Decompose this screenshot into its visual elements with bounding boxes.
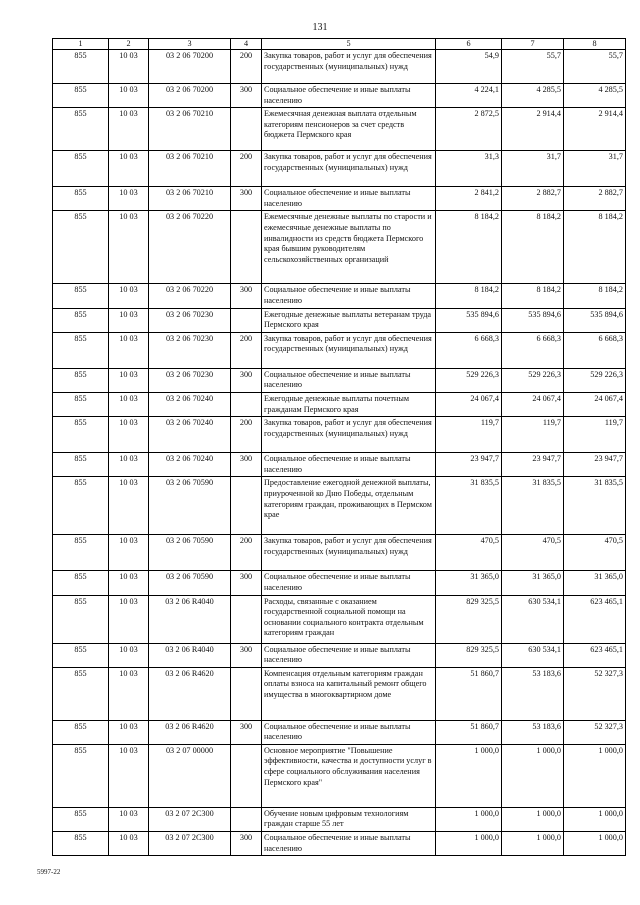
amount-year3-cell: 31 835,5: [564, 477, 626, 535]
expense-type-cell: 200: [231, 50, 262, 84]
amount-year3-cell: 6 668,3: [564, 332, 626, 368]
admin-code-cell: 855: [53, 643, 109, 667]
description-cell: Предоставление ежегодной денежной выплаты, приуроченной ко Дню Победы, отдельным категориям граждан, проживающих в Пермском крае: [262, 477, 436, 535]
admin-code-cell: 855: [53, 477, 109, 535]
table-row: [53, 744, 626, 807]
amount-year1-cell: 51 860,7: [436, 720, 502, 744]
admin-code-cell: 855: [53, 571, 109, 595]
amount-year2-cell: 8 184,2: [502, 211, 564, 284]
amount-year3-cell: 2 882,7: [564, 187, 626, 211]
description-cell: Компенсация отдельным категориям граждан оплаты взноса на капитальный ремонт общего имущества в многоквартирном доме: [262, 667, 436, 720]
section-code-cell: 10 03: [109, 535, 149, 571]
expense-type-cell: 300: [231, 187, 262, 211]
expense-type-cell: [231, 744, 262, 807]
amount-year2-cell: 24 067,4: [502, 392, 564, 416]
amount-year3-cell: 8 184,2: [564, 211, 626, 284]
amount-year1-cell: 8 184,2: [436, 284, 502, 308]
table-row: [53, 667, 626, 720]
amount-year3-cell: 1 000,0: [564, 832, 626, 856]
amount-year3-cell: 1 000,0: [564, 744, 626, 807]
target-article-cell: 03 2 06 70220: [149, 211, 231, 284]
amount-year3-cell: 470,5: [564, 535, 626, 571]
expense-type-cell: [231, 807, 262, 831]
column-header: 2: [109, 39, 149, 50]
description-cell: Закупка товаров, работ и услуг для обеспечения государственных (муниципальных) нужд: [262, 332, 436, 368]
section-code-cell: 10 03: [109, 308, 149, 332]
amount-year1-cell: 31,3: [436, 151, 502, 187]
amount-year1-cell: 1 000,0: [436, 744, 502, 807]
admin-code-cell: 855: [53, 392, 109, 416]
admin-code-cell: 855: [53, 84, 109, 108]
amount-year2-cell: 1 000,0: [502, 744, 564, 807]
section-code-cell: 10 03: [109, 392, 149, 416]
expense-type-cell: 200: [231, 417, 262, 453]
target-article-cell: 03 2 06 R4620: [149, 667, 231, 720]
table-row: [53, 368, 626, 392]
section-code-cell: 10 03: [109, 108, 149, 151]
amount-year2-cell: 23 947,7: [502, 453, 564, 477]
description-cell: Ежегодные денежные выплаты ветеранам труда Пермского края: [262, 308, 436, 332]
target-article-cell: 03 2 06 R4620: [149, 720, 231, 744]
amount-year1-cell: 1 000,0: [436, 807, 502, 831]
expense-type-cell: [231, 308, 262, 332]
admin-code-cell: 855: [53, 744, 109, 807]
table-row: [53, 211, 626, 284]
column-header: 8: [564, 39, 626, 50]
expense-type-cell: 300: [231, 720, 262, 744]
table-row: [53, 417, 626, 453]
section-code-cell: 10 03: [109, 453, 149, 477]
expense-type-cell: [231, 211, 262, 284]
target-article-cell: 03 2 07 2С300: [149, 807, 231, 831]
table-row: [53, 720, 626, 744]
amount-year3-cell: 8 184,2: [564, 284, 626, 308]
description-cell: Социальное обеспечение и иные выплаты населению: [262, 453, 436, 477]
target-article-cell: 03 2 06 70230: [149, 332, 231, 368]
target-article-cell: 03 2 06 70210: [149, 108, 231, 151]
description-cell: Социальное обеспечение и иные выплаты населению: [262, 643, 436, 667]
amount-year3-cell: 31,7: [564, 151, 626, 187]
expense-type-cell: [231, 477, 262, 535]
admin-code-cell: 855: [53, 832, 109, 856]
admin-code-cell: 855: [53, 151, 109, 187]
amount-year2-cell: 6 668,3: [502, 332, 564, 368]
amount-year1-cell: 2 841,2: [436, 187, 502, 211]
amount-year2-cell: 4 285,5: [502, 84, 564, 108]
amount-year1-cell: 31 835,5: [436, 477, 502, 535]
table-row: [53, 535, 626, 571]
description-cell: Ежегодные денежные выплаты почетным гражданам Пермского края: [262, 392, 436, 416]
description-cell: Ежемесячные денежные выплаты по старости и ежемесячные денежные выплаты по инвалидности из средств бюджета Пермского края бывшим руководителям сельскохозяйственных организаций: [262, 211, 436, 284]
admin-code-cell: 855: [53, 284, 109, 308]
section-code-cell: 10 03: [109, 720, 149, 744]
column-header: 1: [53, 39, 109, 50]
table-row: [53, 832, 626, 856]
column-header: 5: [262, 39, 436, 50]
section-code-cell: 10 03: [109, 643, 149, 667]
amount-year1-cell: 24 067,4: [436, 392, 502, 416]
admin-code-cell: 855: [53, 667, 109, 720]
description-cell: Закупка товаров, работ и услуг для обеспечения государственных (муниципальных) нужд: [262, 417, 436, 453]
amount-year2-cell: 1 000,0: [502, 832, 564, 856]
description-cell: Закупка товаров, работ и услуг для обеспечения государственных (муниципальных) нужд: [262, 535, 436, 571]
expense-type-cell: 300: [231, 643, 262, 667]
amount-year3-cell: 535 894,6: [564, 308, 626, 332]
amount-year1-cell: 4 224,1: [436, 84, 502, 108]
description-cell: Социальное обеспечение и иные выплаты населению: [262, 832, 436, 856]
amount-year3-cell: 4 285,5: [564, 84, 626, 108]
table-row: [53, 108, 626, 151]
amount-year2-cell: 53 183,6: [502, 720, 564, 744]
target-article-cell: 03 2 06 R4040: [149, 643, 231, 667]
section-code-cell: 10 03: [109, 187, 149, 211]
target-article-cell: 03 2 06 70210: [149, 187, 231, 211]
amount-year2-cell: 8 184,2: [502, 284, 564, 308]
footer-code: 5997-22: [37, 868, 61, 876]
amount-year1-cell: 54,9: [436, 50, 502, 84]
amount-year3-cell: 2 914,4: [564, 108, 626, 151]
table-row: [53, 571, 626, 595]
target-article-cell: 03 2 06 70230: [149, 308, 231, 332]
description-cell: Закупка товаров, работ и услуг для обеспечения государственных (муниципальных) нужд: [262, 50, 436, 84]
budget-table: [52, 38, 626, 856]
amount-year2-cell: 55,7: [502, 50, 564, 84]
amount-year3-cell: 1 000,0: [564, 807, 626, 831]
table-row: [53, 50, 626, 84]
target-article-cell: 03 2 06 70590: [149, 477, 231, 535]
section-code-cell: 10 03: [109, 50, 149, 84]
section-code-cell: 10 03: [109, 832, 149, 856]
description-cell: Обучение новым цифровым технологиям граждан старше 55 лет: [262, 807, 436, 831]
amount-year1-cell: 119,7: [436, 417, 502, 453]
amount-year1-cell: 31 365,0: [436, 571, 502, 595]
description-cell: Социальное обеспечение и иные выплаты населению: [262, 368, 436, 392]
table-row: [53, 453, 626, 477]
amount-year1-cell: 829 325,5: [436, 643, 502, 667]
amount-year1-cell: 829 325,5: [436, 595, 502, 643]
target-article-cell: 03 2 07 2С300: [149, 832, 231, 856]
target-article-cell: 03 2 06 70240: [149, 453, 231, 477]
admin-code-cell: 855: [53, 308, 109, 332]
amount-year2-cell: 53 183,6: [502, 667, 564, 720]
expense-type-cell: [231, 595, 262, 643]
expense-type-cell: 200: [231, 535, 262, 571]
description-cell: Расходы, связанные с оказанием государственной социальной помощи на основании социального контракта отдельным категориям граждан: [262, 595, 436, 643]
target-article-cell: 03 2 06 70220: [149, 284, 231, 308]
admin-code-cell: 855: [53, 417, 109, 453]
table-row: [53, 84, 626, 108]
amount-year1-cell: 6 668,3: [436, 332, 502, 368]
expense-type-cell: 300: [231, 571, 262, 595]
description-cell: Ежемесячная денежная выплата отдельным категориям пенсионеров за счет средств бюджета Пермского края: [262, 108, 436, 151]
column-header: 6: [436, 39, 502, 50]
admin-code-cell: 855: [53, 108, 109, 151]
table-row: [53, 807, 626, 831]
amount-year2-cell: 119,7: [502, 417, 564, 453]
amount-year1-cell: 470,5: [436, 535, 502, 571]
amount-year3-cell: 52 327,3: [564, 667, 626, 720]
description-cell: Социальное обеспечение и иные выплаты населению: [262, 187, 436, 211]
admin-code-cell: 855: [53, 211, 109, 284]
expense-type-cell: 300: [231, 84, 262, 108]
amount-year2-cell: 1 000,0: [502, 807, 564, 831]
target-article-cell: 03 2 06 70590: [149, 571, 231, 595]
column-header: 7: [502, 39, 564, 50]
admin-code-cell: 855: [53, 187, 109, 211]
table-row: [53, 308, 626, 332]
table-row: [53, 151, 626, 187]
amount-year3-cell: 529 226,3: [564, 368, 626, 392]
amount-year1-cell: 8 184,2: [436, 211, 502, 284]
description-cell: Социальное обеспечение и иные выплаты населению: [262, 84, 436, 108]
amount-year3-cell: 55,7: [564, 50, 626, 84]
section-code-cell: 10 03: [109, 595, 149, 643]
description-cell: Социальное обеспечение и иные выплаты населению: [262, 284, 436, 308]
section-code-cell: 10 03: [109, 284, 149, 308]
amount-year3-cell: 24 067,4: [564, 392, 626, 416]
expense-type-cell: 300: [231, 368, 262, 392]
amount-year2-cell: 31,7: [502, 151, 564, 187]
section-code-cell: 10 03: [109, 332, 149, 368]
section-code-cell: 10 03: [109, 477, 149, 535]
section-code-cell: 10 03: [109, 744, 149, 807]
admin-code-cell: 855: [53, 595, 109, 643]
amount-year1-cell: 23 947,7: [436, 453, 502, 477]
amount-year3-cell: 52 327,3: [564, 720, 626, 744]
table-row: [53, 392, 626, 416]
target-article-cell: 03 2 06 70210: [149, 151, 231, 187]
amount-year2-cell: 2 882,7: [502, 187, 564, 211]
admin-code-cell: 855: [53, 50, 109, 84]
section-code-cell: 10 03: [109, 211, 149, 284]
section-code-cell: 10 03: [109, 571, 149, 595]
expense-type-cell: 200: [231, 332, 262, 368]
table-row: [53, 595, 626, 643]
column-header: 4: [231, 39, 262, 50]
amount-year2-cell: 630 534,1: [502, 643, 564, 667]
description-cell: Социальное обеспечение и иные выплаты населению: [262, 720, 436, 744]
admin-code-cell: 855: [53, 807, 109, 831]
table-row: [53, 477, 626, 535]
amount-year3-cell: 623 465,1: [564, 643, 626, 667]
target-article-cell: 03 2 06 70240: [149, 392, 231, 416]
amount-year1-cell: 51 860,7: [436, 667, 502, 720]
column-header: 3: [149, 39, 231, 50]
description-cell: Социальное обеспечение и иные выплаты населению: [262, 571, 436, 595]
target-article-cell: 03 2 06 70230: [149, 368, 231, 392]
table-row: [53, 187, 626, 211]
target-article-cell: 03 2 06 70590: [149, 535, 231, 571]
target-article-cell: 03 2 06 70200: [149, 50, 231, 84]
amount-year1-cell: 2 872,5: [436, 108, 502, 151]
expense-type-cell: 200: [231, 151, 262, 187]
admin-code-cell: 855: [53, 332, 109, 368]
amount-year2-cell: 2 914,4: [502, 108, 564, 151]
admin-code-cell: 855: [53, 535, 109, 571]
table-body: [53, 50, 626, 856]
expense-type-cell: 300: [231, 832, 262, 856]
admin-code-cell: 855: [53, 453, 109, 477]
amount-year3-cell: 623 465,1: [564, 595, 626, 643]
amount-year1-cell: 529 226,3: [436, 368, 502, 392]
expense-type-cell: [231, 392, 262, 416]
amount-year2-cell: 31 365,0: [502, 571, 564, 595]
section-code-cell: 10 03: [109, 368, 149, 392]
target-article-cell: 03 2 06 70200: [149, 84, 231, 108]
section-code-cell: 10 03: [109, 151, 149, 187]
table-header-row: [53, 39, 626, 50]
section-code-cell: 10 03: [109, 807, 149, 831]
table-row: [53, 643, 626, 667]
target-article-cell: 03 2 07 00000: [149, 744, 231, 807]
target-article-cell: 03 2 06 70240: [149, 417, 231, 453]
expense-type-cell: [231, 108, 262, 151]
amount-year2-cell: 535 894,6: [502, 308, 564, 332]
table-row: [53, 284, 626, 308]
page-number: 131: [312, 22, 328, 33]
admin-code-cell: 855: [53, 368, 109, 392]
amount-year2-cell: 31 835,5: [502, 477, 564, 535]
amount-year3-cell: 119,7: [564, 417, 626, 453]
target-article-cell: 03 2 06 R4040: [149, 595, 231, 643]
amount-year3-cell: 23 947,7: [564, 453, 626, 477]
amount-year1-cell: 1 000,0: [436, 832, 502, 856]
section-code-cell: 10 03: [109, 667, 149, 720]
amount-year3-cell: 31 365,0: [564, 571, 626, 595]
admin-code-cell: 855: [53, 720, 109, 744]
amount-year1-cell: 535 894,6: [436, 308, 502, 332]
description-cell: Основное мероприятие "Повышение эффективности, качества и доступности услуг в сфере социального обслуживания населения Пермского края": [262, 744, 436, 807]
expense-type-cell: 300: [231, 453, 262, 477]
amount-year2-cell: 470,5: [502, 535, 564, 571]
description-cell: Закупка товаров, работ и услуг для обеспечения государственных (муниципальных) нужд: [262, 151, 436, 187]
section-code-cell: 10 03: [109, 417, 149, 453]
expense-type-cell: 300: [231, 284, 262, 308]
amount-year2-cell: 630 534,1: [502, 595, 564, 643]
expense-type-cell: [231, 667, 262, 720]
amount-year2-cell: 529 226,3: [502, 368, 564, 392]
section-code-cell: 10 03: [109, 84, 149, 108]
table-row: [53, 332, 626, 368]
